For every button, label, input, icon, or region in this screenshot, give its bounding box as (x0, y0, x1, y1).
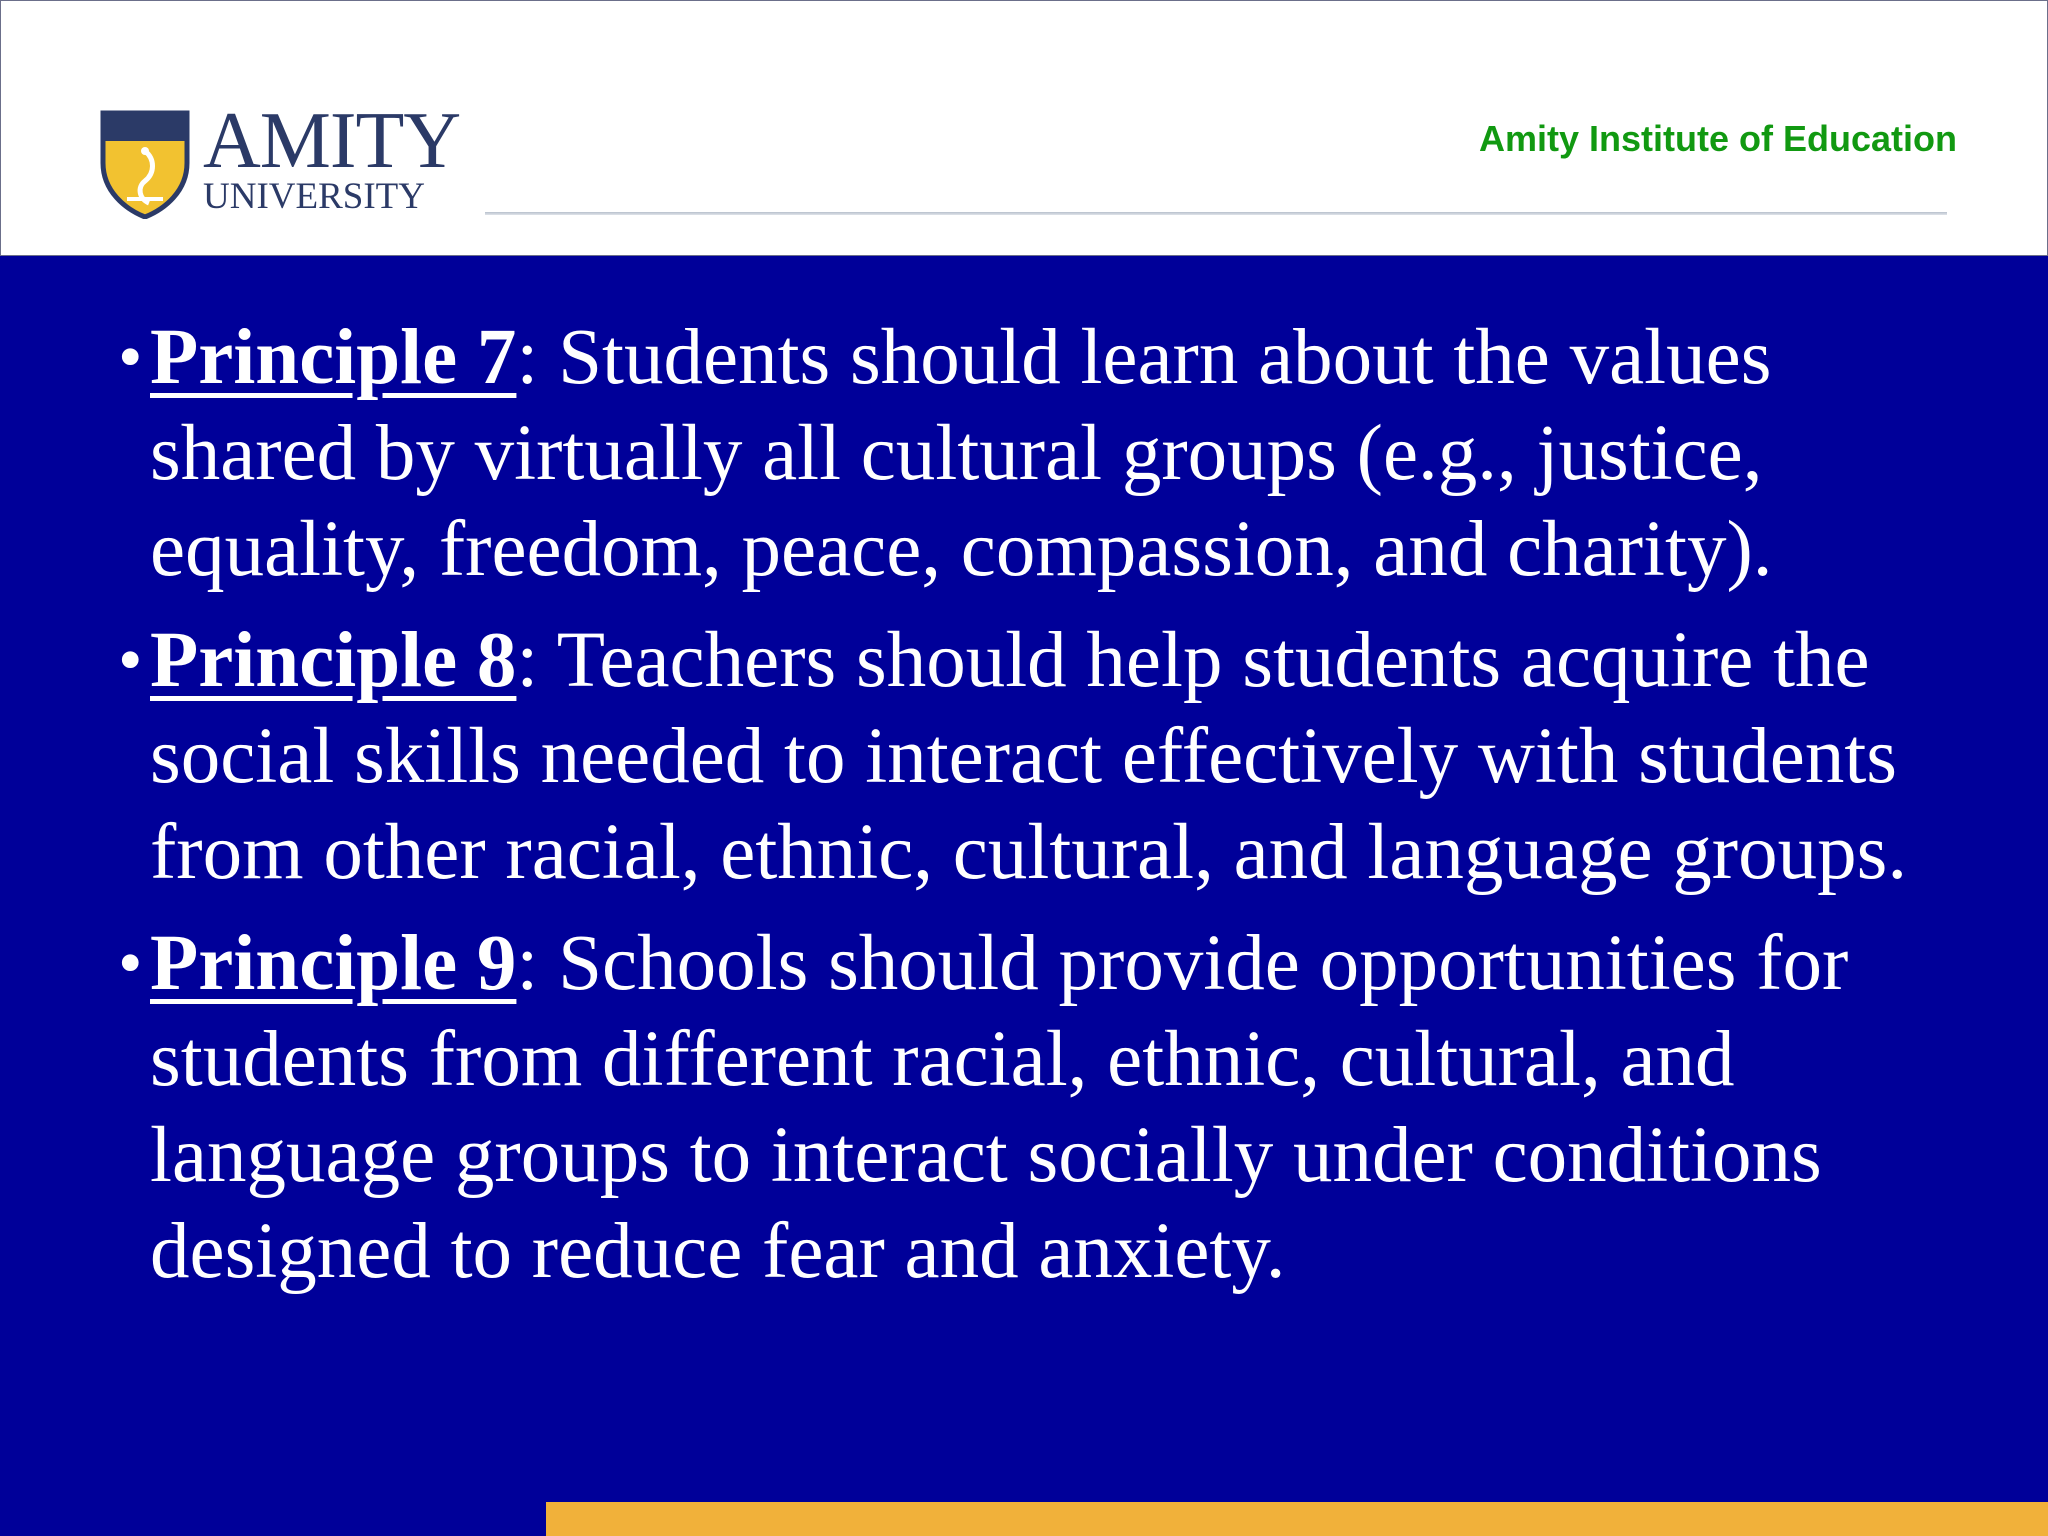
principle-label: Principle 7 (150, 314, 517, 401)
bullet-dot: • (118, 622, 143, 699)
principle-text: : Students should learn about the values shared by virtually all cultural groups (e.g., justice, equality, freedom, peace, compassion, and charity). (150, 314, 1773, 593)
list-item (118, 613, 1968, 901)
principle-label: Principle 9 (150, 920, 517, 1007)
shield-icon (97, 107, 193, 219)
institute-name: Amity Institute of Education (1478, 118, 1957, 159)
logo-wordmark: AMITY (203, 97, 461, 185)
principle-text: : Teachers should help students acquire the social skills needed to interact effectively with students from other racial, ethnic, cultural, and language groups. (150, 617, 1908, 896)
slide-body (0, 256, 2048, 1536)
bullet-dot: • (118, 925, 143, 1002)
principle-label: Principle 8 (150, 617, 517, 704)
bullet-dot: • (118, 319, 143, 396)
slide-header (0, 0, 2048, 256)
footer-accent-bar (546, 1502, 2048, 1536)
header-divider (485, 212, 1947, 215)
logo-subtitle: UNIVERSITY (203, 176, 425, 217)
principle-text: : Schools should provide opportunities for students from different racial, ethnic, cultural, and language groups to interact socially under conditions designed to reduce fear and anxiety. (150, 920, 1849, 1295)
principle-list (118, 310, 1968, 1315)
list-item (118, 916, 1968, 1300)
list-item (118, 310, 1968, 598)
amity-logo (97, 97, 461, 225)
